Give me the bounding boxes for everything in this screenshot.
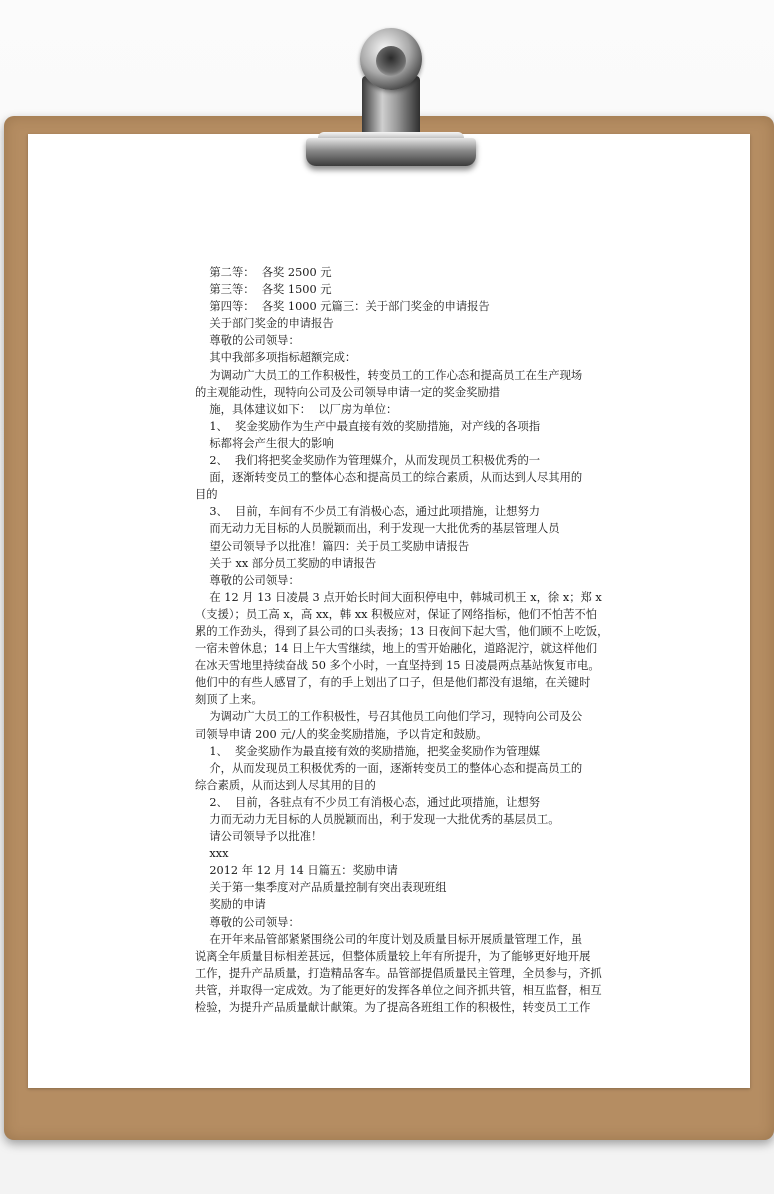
doc-line: 尊敬的公司领导：: [195, 573, 300, 587]
document-text: [195, 264, 609, 1016]
doc-line: 3、 目前，车间有不少员工有消极心态，通过此项措施，让想努力: [195, 505, 541, 519]
doc-line: 奖励的申请: [195, 898, 266, 912]
doc-line: （支援）；员工高 x，高 xx，韩 xx 积极应对，保证了网络指标，他们不怕苦不怕: [195, 607, 598, 621]
doc-line: 第二等： 各奖 2500 元: [195, 266, 332, 279]
doc-line: 他们中的有些人感冒了，有的手上划出了口子，但是他们都没有退缩，在关键时: [195, 676, 591, 690]
doc-line: 力而无动力无目标的人员脱颖而出，利于发现一大批优秀的基层员工。: [195, 813, 560, 826]
doc-line: 关于第一集季度对产品质量控制有突出表现班组: [195, 881, 447, 895]
doc-line: 2、 目前，各驻点有不少员工有消极心态，通过此项措施，让想努: [195, 795, 541, 809]
doc-line: 关于 xx 部分员工奖励的申请报告: [195, 556, 377, 570]
doc-line: xxx: [195, 847, 229, 861]
doc-line: 第三等： 各奖 1500 元: [195, 283, 332, 297]
doc-line: 施，具体建议如下： 以厂房为单位：: [195, 402, 398, 416]
doc-line: 尊敬的公司领导：: [195, 334, 300, 348]
doc-line: 在 12 月 13 日凌晨 3 点开始长时间大面积停电中，韩城司机王 x，徐 x；郑 x: [195, 590, 602, 604]
doc-line: 在开年来品管部紧紧围绕公司的年度计划及质量目标开展质量管理工作，虽: [195, 932, 583, 946]
doc-line: 共管，并取得一定成效。为了能更好的发挥各单位之间齐抓共管，相互监督，相互: [195, 983, 602, 997]
doc-line: 目的: [195, 488, 218, 502]
doc-line: 第四等： 各奖 1000 元篇三：关于部门奖金的申请报告: [195, 300, 490, 314]
doc-line: 刻顶了上来。: [195, 693, 263, 707]
doc-line: 2、 我们将把奖金奖励作为管理媒介，从而发现员工积极优秀的一: [195, 454, 541, 468]
doc-line: 检验，为提升产品质量献计献策。为了提高各班组工作的积极性，转变员工工作: [195, 1001, 591, 1015]
doc-line: 一宿未曾休息；14 日上午大雪继续，地上的雪开始融化，道路泥泞，就这样他们: [195, 642, 598, 656]
doc-line: 尊敬的公司领导：: [195, 915, 300, 929]
doc-line: 介，从而发现员工积极优秀的一面，逐渐转变员工的整体心态和提高员工的: [195, 761, 583, 775]
doc-line: 累的工作劲头，得到了县公司的口头表扬；13 日夜间下起大雪，他们顾不上吃饭，: [195, 624, 609, 638]
doc-line: 1、 奖金奖励作为最直接有效的奖励措施，把奖金奖励作为管理媒: [195, 744, 541, 758]
doc-line: 请公司领导予以批准！: [195, 830, 323, 844]
binder-clip-plate: [306, 138, 476, 166]
doc-line: 标都将会产生很大的影响: [195, 436, 334, 450]
doc-line: 的主观能动性，现特向公司及公司领导申请一定的奖金奖励措: [195, 385, 501, 399]
doc-line: 为调动广大员工的工作积极性，号召其他员工向他们学习，现特向公司及公: [195, 710, 583, 724]
doc-line: 而无动力无目标的人员脱颖而出，利于发现一大批优秀的基层管理人员: [195, 522, 560, 536]
doc-line: 司领导申请 200 元/人的奖金奖励措施，予以肯定和鼓励。: [195, 727, 488, 741]
doc-line: 1、 奖金奖励作为生产中最直接有效的奖励措施，对产线的各项指: [195, 419, 541, 433]
doc-line: 为调动广大员工的工作积极性，转变员工的工作心态和提高员工在生产现场: [195, 368, 583, 382]
doc-line: 说离全年质量目标相差甚远，但整体质量较上年有所提升，为了能够更好地开展: [195, 949, 591, 963]
binder-clip-hole: [376, 46, 406, 76]
doc-line: 关于部门奖金的申请报告: [195, 317, 334, 331]
doc-line: 面，逐渐转变员工的整体心态和提高员工的综合素质，从而达到人尽其用的: [195, 471, 583, 485]
doc-line: 综合素质，从而达到人尽其用的目的: [195, 778, 376, 792]
doc-line: 在冰天雪地里持续奋战 50 多个小时，一直坚持到 15 日凌晨两点基站恢复市电。: [195, 659, 600, 673]
doc-line: 2012 年 12 月 14 日篇五：奖励申请: [195, 864, 398, 878]
doc-line: 工作，提升产品质量，打造精品客车。品管部提倡质量民主管理，全员参与，齐抓: [195, 966, 602, 980]
doc-line: 其中我部多项指标超额完成：: [195, 351, 357, 365]
doc-line: 望公司领导予以批准！篇四：关于员工奖励申请报告: [195, 539, 470, 553]
